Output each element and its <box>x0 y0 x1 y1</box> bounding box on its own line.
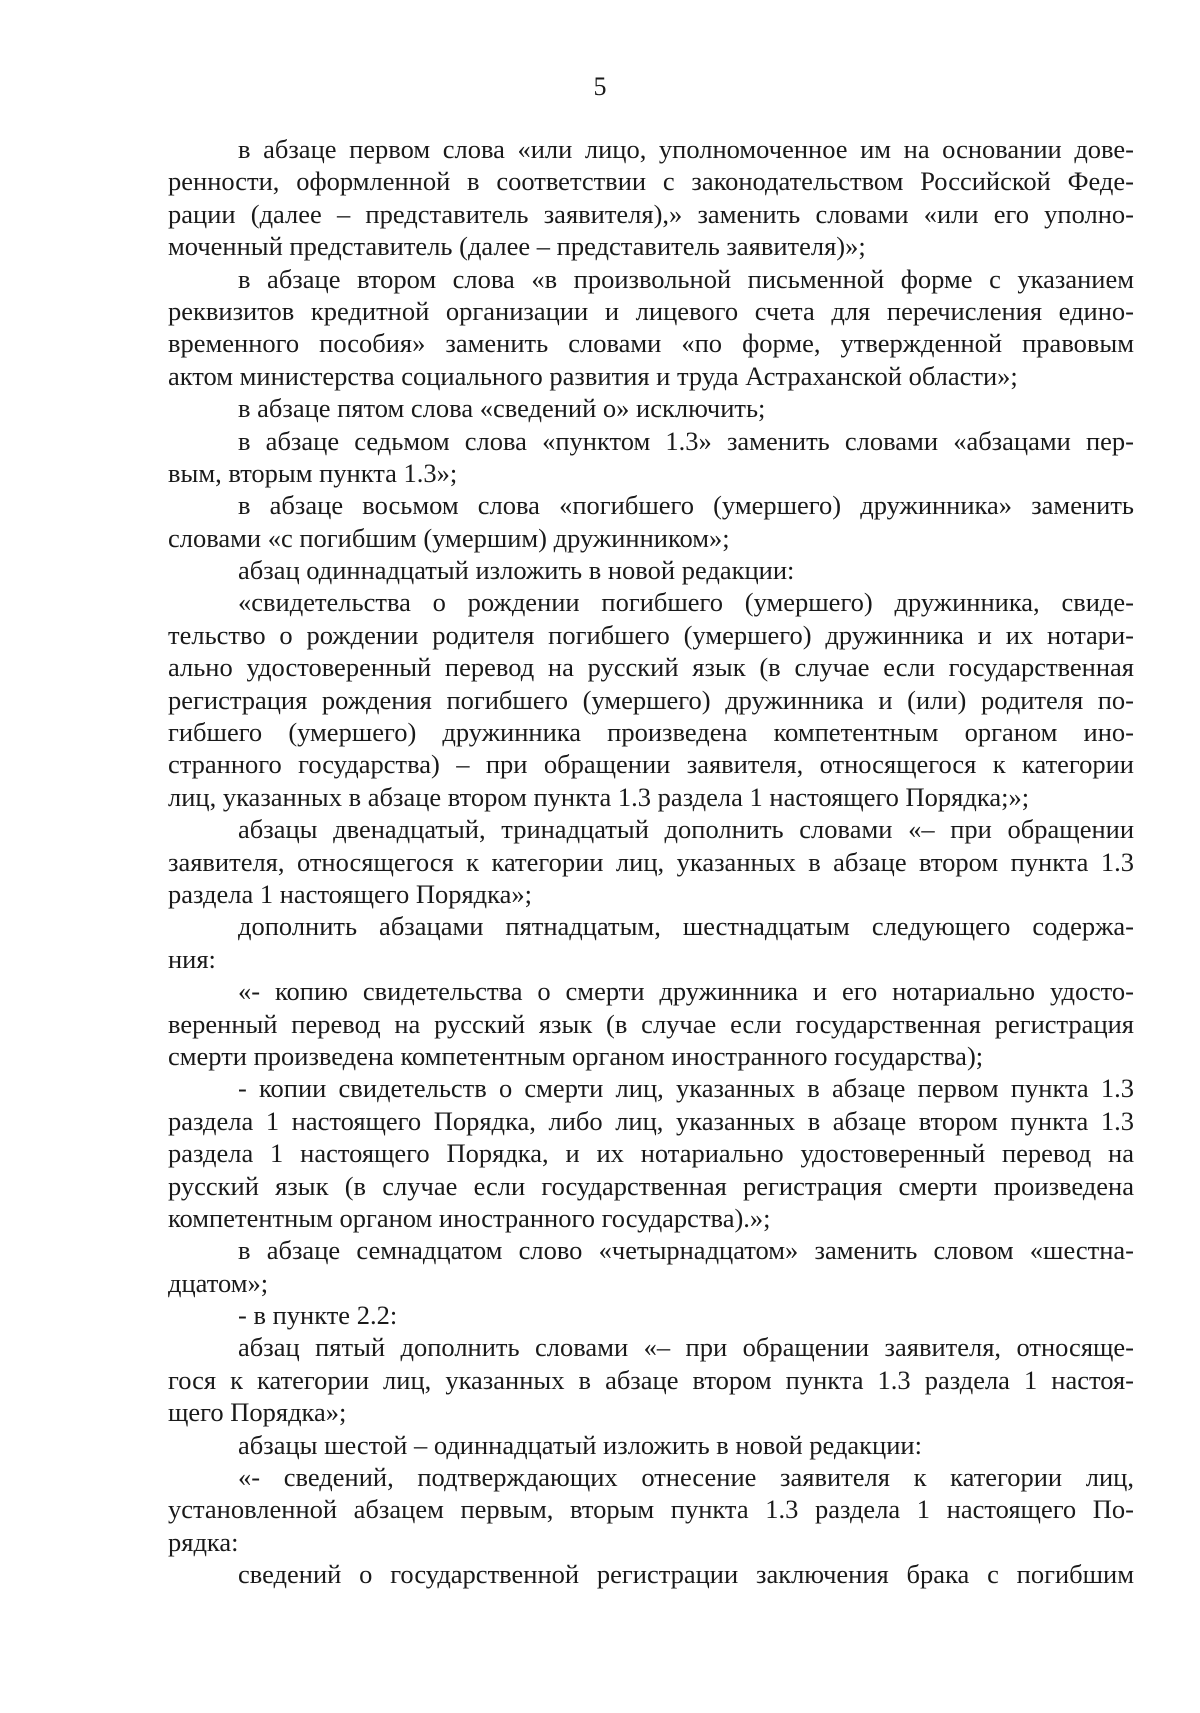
text-line: в абзаце первом слова «или лицо, уполномоченное им на основании дове- <box>238 134 1134 164</box>
text-line: лиц, указанных в абзаце втором пункта 1.3 раздела 1 настоящего Порядка;»; <box>168 781 1030 812</box>
text-line: веренный перевод на русский язык (в случае если государственная регистрация <box>168 1008 1134 1039</box>
text-line: временного пособия» заменить словами «по форме, утвержденной правовым <box>168 328 1134 359</box>
text-line: регистрация рождения погибшего (умершего) дружинника и (или) родителя по- <box>168 684 1134 715</box>
text-line: заявителя, относящегося к категории лиц, указанных в абзаце втором пункта 1.3 <box>168 846 1134 877</box>
text-line: моченный представитель (далее – представитель заявителя)»; <box>168 231 866 262</box>
text-line: раздела 1 настоящего Порядка, либо лиц, указанных в абзаце втором пункта 1.3 <box>168 1105 1134 1136</box>
text-line: гибшего (умершего) дружинника произведена компетентным органом ино- <box>168 717 1134 748</box>
text-line: раздела 1 настоящего Порядка, и их нотариально удостоверенный перевод на <box>168 1138 1134 1169</box>
text-line: ренности, оформленной в соответствии с законодательством Российской Феде- <box>168 166 1134 197</box>
text-line: ально удостоверенный перевод на русский язык (в случае если государственная <box>168 652 1134 683</box>
text-line: абзац пятый дополнить словами «– при обращении заявителя, относяще- <box>238 1332 1134 1363</box>
text-line: абзац одиннадцатый изложить в новой редакции: <box>238 555 795 586</box>
text-line: абзацы шестой – одиннадцатый изложить в новой редакции: <box>238 1429 922 1460</box>
text-line: установленной абзацем первым, вторым пункта 1.3 раздела 1 настоящего По- <box>168 1494 1134 1525</box>
text-line: в абзаце восьмом слова «погибшего (умершего) дружинника» заменить <box>238 490 1134 521</box>
text-line: странного государства) – при обращении заявителя, относящегося к категории <box>168 749 1134 780</box>
text-line: абзацы двенадцатый, тринадцатый дополнить словами «– при обращении <box>238 814 1134 845</box>
text-line: в абзаце пятом слова «сведений о» исключить; <box>238 393 766 424</box>
page-number: 5 <box>593 72 607 101</box>
text-line: актом министерства социального развития и труда Астраханской области»; <box>168 360 1018 391</box>
text-line: рации (далее – представитель заявителя),» заменить словами «или его уполно- <box>168 198 1134 229</box>
text-line: тельство о рождении родителя погибшего (умершего) дружинника и их нотари- <box>168 619 1134 650</box>
text-line: смерти произведена компетентным органом иностранного государства); <box>168 1040 984 1071</box>
text-line: в абзаце седьмом слова «пунктом 1.3» заменить словами «абзацами пер- <box>238 425 1134 456</box>
text-line: щего Порядка»; <box>168 1397 347 1428</box>
text-line: гося к категории лиц, указанных в абзаце втором пункта 1.3 раздела 1 настоя- <box>168 1364 1134 1395</box>
document-body <box>168 133 1134 1591</box>
text-line: «- копию свидетельства о смерти дружинника и его нотариально удосто- <box>238 976 1134 1007</box>
text-line: рядка: <box>168 1526 239 1557</box>
text-line: дополнить абзацами пятнадцатым, шестнадцатым следующего содержа- <box>238 911 1134 942</box>
text-line: раздела 1 настоящего Порядка»; <box>168 878 533 909</box>
text-line: вым, вторым пункта 1.3»; <box>168 457 458 488</box>
text-line: реквизитов кредитной организации и лицевого счета для перечисления едино- <box>168 295 1134 326</box>
text-line: компетентным органом иностранного государства).»; <box>168 1202 771 1233</box>
text-line: в абзаце втором слова «в произвольной письменной форме с указанием <box>238 263 1134 294</box>
text-line: «- сведений, подтверждающих отнесение заявителя к категории лиц, <box>238 1462 1134 1493</box>
text-line: дцатом»; <box>168 1267 269 1298</box>
text-line: в абзаце семнадцатом слово «четырнадцатом» заменить словом «шестна- <box>238 1235 1134 1266</box>
text-line: - копии свидетельств о смерти лиц, указанных в абзаце первом пункта 1.3 <box>238 1073 1134 1104</box>
text-line: ния: <box>168 943 216 974</box>
text-line: словами «с погибшим (умершим) дружинником»; <box>168 522 730 553</box>
text-line: сведений о государственной регистрации заключения брака с погибшим <box>238 1559 1134 1590</box>
text-line: - в пункте 2.2: <box>238 1300 398 1331</box>
text-line: русский язык (в случае если государственная регистрация смерти произведена <box>168 1170 1134 1201</box>
text-line: «свидетельства о рождении погибшего (умершего) дружинника, свиде- <box>238 587 1134 618</box>
